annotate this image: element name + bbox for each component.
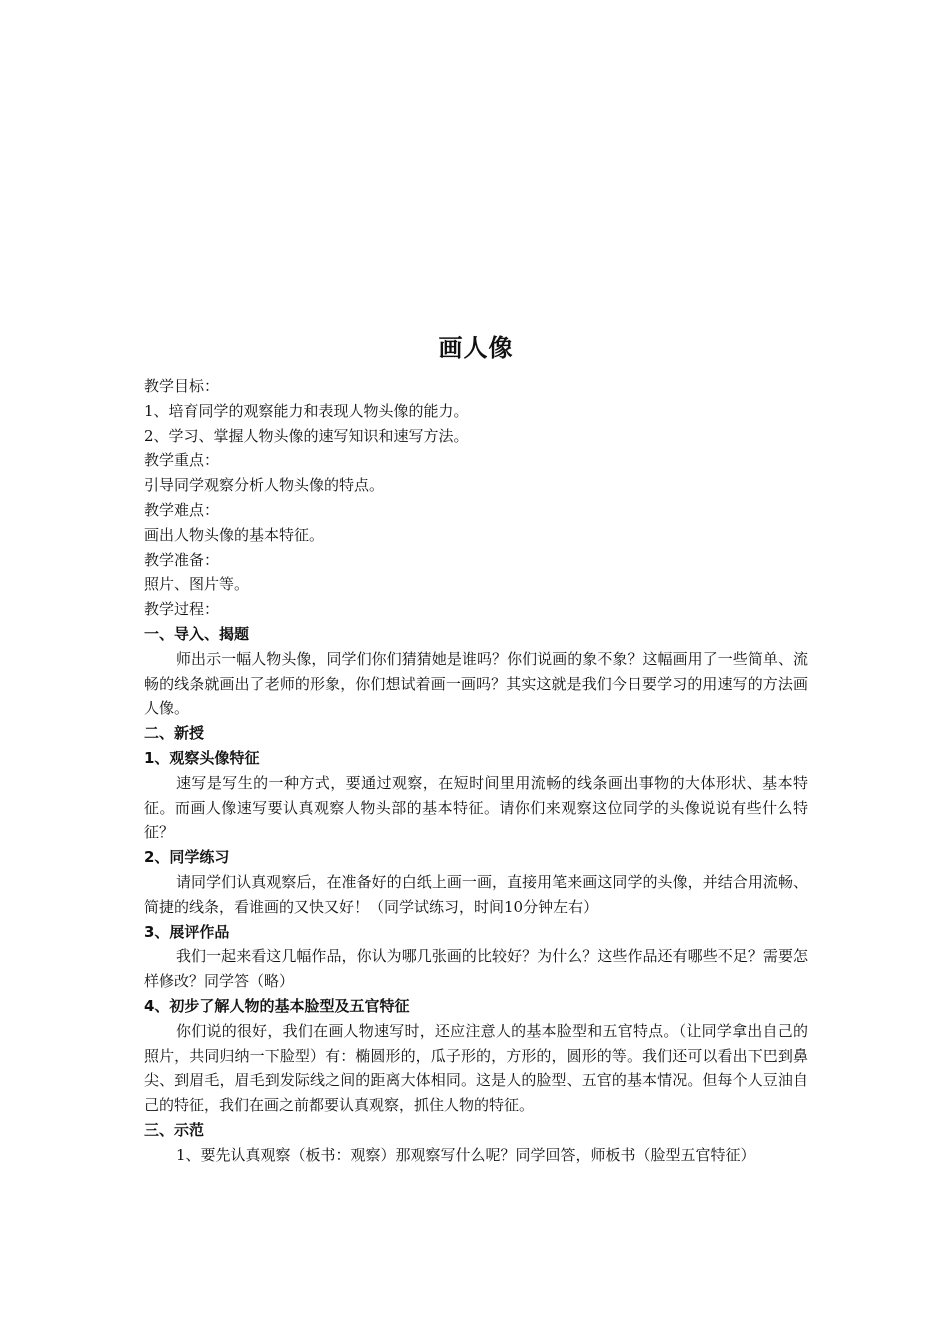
subsection-paragraph-exhibit: 我们一起来看这几幅作品，你认为哪几张画的比较好？为什么？这些作品还有哪些不足？需要怎样修改？同学答（略） (144, 947, 808, 991)
objectives-label: 教学目标： (144, 377, 220, 395)
subsection-heading-exhibit: 3、展评作品 (144, 922, 230, 941)
section-paragraph-intro: 师出示一幅人物头像，同学们你们猜猜她是谁吗？你们说画的象不象？这幅画用了一些简单、流畅的线条就画出了老师的形象，你们想试着画一画吗？其实这就是我们今日要学习的用速写的方法画人像。 (144, 649, 808, 718)
objective-item-1: 1、培育同学的观察能力和表现人物头像的能力。 (144, 401, 469, 420)
key-point-text: 引导同学观察分析人物头像的特点。 (144, 476, 385, 495)
document-body (144, 328, 808, 1168)
subsection-paragraph-face-shape: 你们说的很好，我们在画人物速写时，还应注意人的基本脸型和五官特点。（让同学拿出自己的照片，共同归纳一下脸型）有：椭圆形的，瓜子形的，方形的，圆形的等。我们还可以看出下巴到鼻尖、到眉毛，眉毛到发际线之间的距离大体相同。这是人的脸型、五官的基本情况。但每个人豆油自己的特征，我们在画之前都要认真观察，抓住人物的特征。 (144, 1021, 808, 1115)
section-heading-intro: 一、导入、揭题 (144, 624, 250, 643)
preparation-label: 教学准备： (144, 550, 220, 569)
document-title: 画人像 (438, 334, 514, 362)
process-label: 教学过程： (144, 600, 220, 619)
difficulty-text: 画出人物头像的基本特征。 (144, 525, 325, 544)
objective-item-2: 2、学习、掌握人物头像的速写知识和速写方法。 (144, 426, 469, 445)
section-heading-new-lesson: 二、新授 (144, 724, 205, 743)
subsection-heading-practice: 2、同学练习 (144, 848, 230, 867)
subsection-heading-observe: 1、观察头像特征 (144, 748, 260, 767)
subsection-paragraph-practice: 请同学们认真观察后，在准备好的白纸上画一画，直接用笔来画这同学的头像，并结合用流畅、简捷的线条，看谁画的又快又好！（同学试练习，时间10分钟左右） (144, 872, 808, 916)
section-heading-demo: 三、示范 (144, 1120, 205, 1139)
difficulty-label: 教学难点： (144, 500, 220, 519)
section-paragraph-demo: 1、要先认真观察（板书：观察）那观察写什么呢？同学回答，师板书（脸型五官特征） (176, 1145, 756, 1164)
subsection-paragraph-observe: 速写是写生的一种方式，要通过观察，在短时间里用流畅的线条画出事物的大体形状、基本特征。而画人像速写要认真观察人物头部的基本特征。请你们来观察这位同学的头像说说有些什么特征？ (144, 773, 808, 842)
subsection-heading-face-shape: 4、初步了解人物的基本脸型及五官特征 (144, 996, 410, 1015)
key-point-label: 教学重点： (144, 451, 220, 470)
preparation-text: 照片、图片等。 (144, 575, 250, 594)
